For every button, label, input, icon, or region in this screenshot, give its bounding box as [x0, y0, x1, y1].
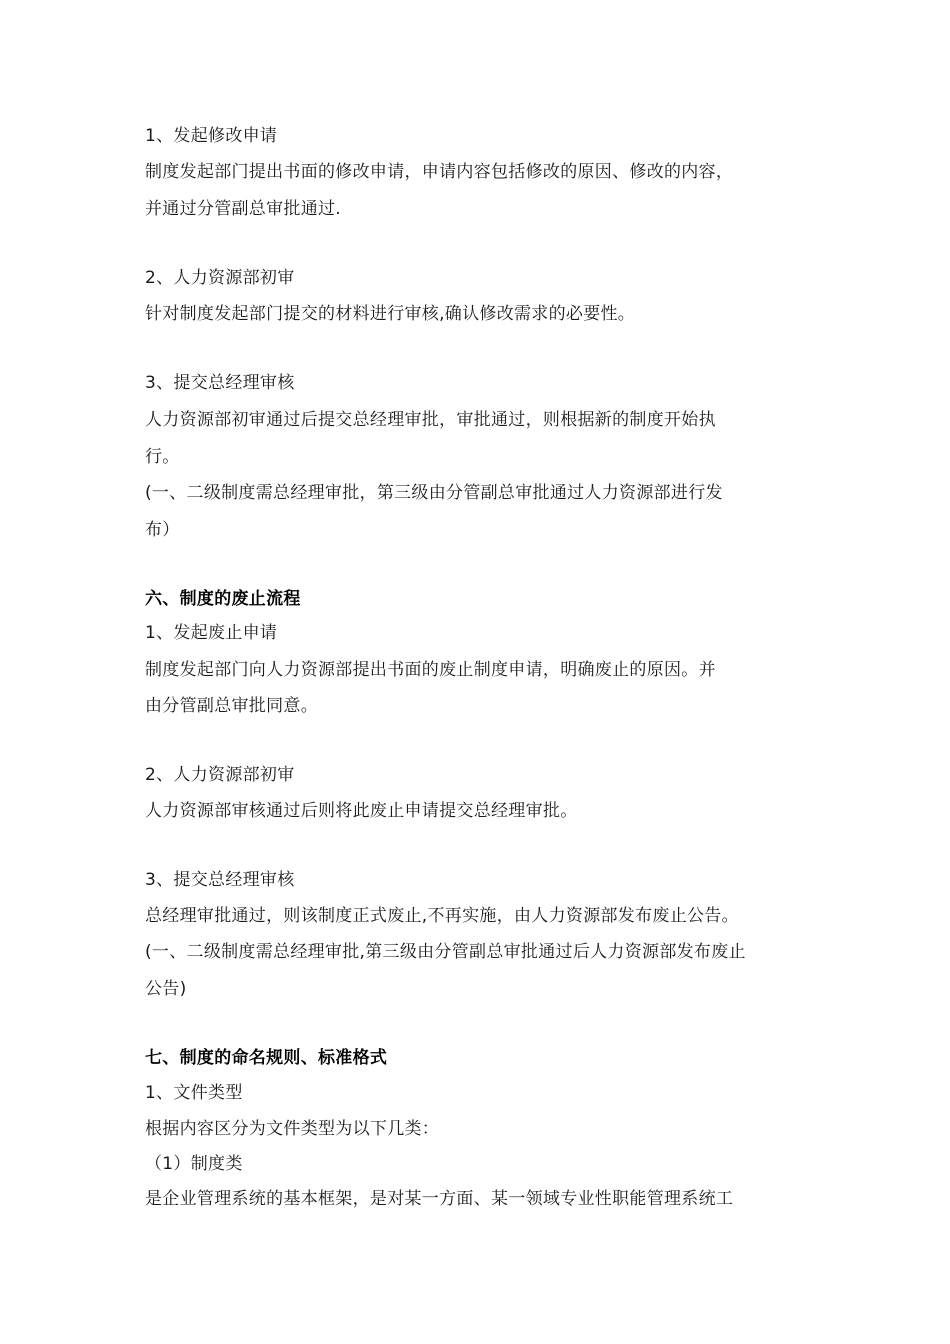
- paragraph-line: (一、二级制度需总经理审批，第三级由分管副总审批通过人力资源部进行发: [145, 483, 723, 503]
- step-3-heading: 3、提交总经理审核: [145, 373, 295, 393]
- section-7-heading: 七、制度的命名规则、标准格式: [145, 1048, 388, 1068]
- paragraph-line: 公告): [145, 979, 187, 999]
- paragraph-line: 制度发起部门向人力资源部提出书面的废止制度申请，明确废止的原因。并: [145, 660, 716, 680]
- step-2-heading: 2、人力资源部初审: [145, 765, 295, 785]
- paragraph-line: 人力资源部初审通过后提交总经理审批，审批通过，则根据新的制度开始执: [145, 410, 716, 430]
- paragraph-line: 人力资源部审核通过后则将此废止申请提交总经理审批。: [145, 801, 578, 821]
- paragraph-line: (一、二级制度需总经理审批,第三级由分管副总审批通过后人力资源部发布废止: [145, 942, 746, 962]
- step-1-heading: 1、发起修改申请: [145, 126, 278, 146]
- step-2-heading: 2、人力资源部初审: [145, 268, 295, 288]
- paragraph-line: 并通过分管副总审批通过.: [145, 199, 342, 219]
- step-1-heading: 1、文件类型: [145, 1083, 243, 1103]
- paragraph-line: 总经理审批通过，则该制度正式废止,不再实施，由人力资源部发布废止公告。: [145, 906, 739, 926]
- paragraph-line: 制度发起部门提出书面的修改申请，申请内容包括修改的原因、修改的内容，: [145, 162, 734, 182]
- step-3-heading: 3、提交总经理审核: [145, 870, 295, 890]
- section-6-heading: 六、制度的废止流程: [145, 589, 301, 609]
- paragraph-line: 由分管副总审批同意。: [145, 696, 318, 716]
- paragraph-line: 针对制度发起部门提交的材料进行审核,确认修改需求的必要性。: [145, 304, 636, 324]
- step-1-heading: 1、发起废止申请: [145, 623, 278, 643]
- paragraph-line: 是企业管理系统的基本框架，是对某一方面、某一领域专业性职能管理系统工: [145, 1189, 734, 1209]
- paragraph-line: 行。: [145, 447, 180, 467]
- paragraph-line: 布）: [145, 520, 180, 540]
- sub-heading: （1）制度类: [145, 1154, 243, 1174]
- paragraph-line: 根据内容区分为文件类型为以下几类：: [145, 1119, 440, 1139]
